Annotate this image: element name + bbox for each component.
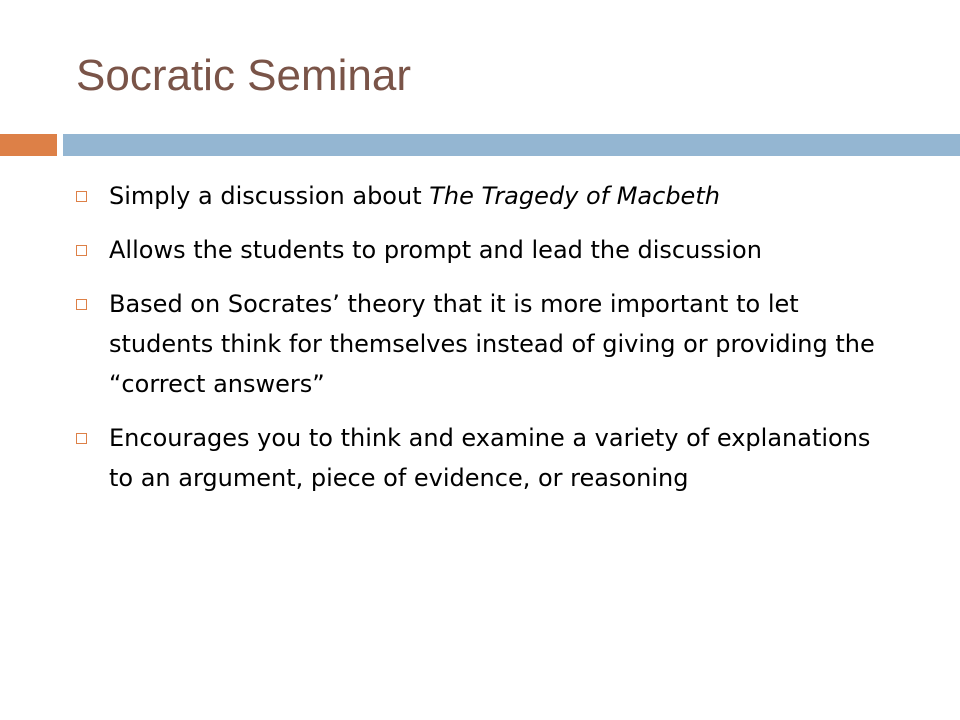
square-bullet-icon (76, 245, 87, 256)
bullet-text: Encourages you to think and examine a variety of explanations to an argument, piece of evidence, or reasoning (109, 424, 871, 492)
title-divider-bar (63, 134, 960, 156)
square-bullet-icon (76, 299, 87, 310)
bullet-text (109, 182, 720, 210)
bullet-item (76, 418, 896, 498)
square-bullet-icon (76, 433, 87, 444)
title-accent-bar (0, 134, 57, 156)
bullet-text-italic: The Tragedy of Macbeth (429, 182, 720, 210)
bullet-item (76, 176, 896, 216)
square-bullet-icon (76, 191, 87, 202)
bullet-text-plain: Simply a discussion about (109, 182, 430, 210)
slide-title: Socratic Seminar (76, 51, 412, 100)
bullet-text: Allows the students to prompt and lead the discussion (109, 236, 762, 264)
bullet-item (76, 284, 896, 404)
bullet-list (76, 176, 896, 512)
bullet-text: Based on Socrates’ theory that it is more important to let students think for themselves instead of giving or providing the “correct answers” (109, 290, 875, 398)
bullet-item (76, 230, 896, 270)
